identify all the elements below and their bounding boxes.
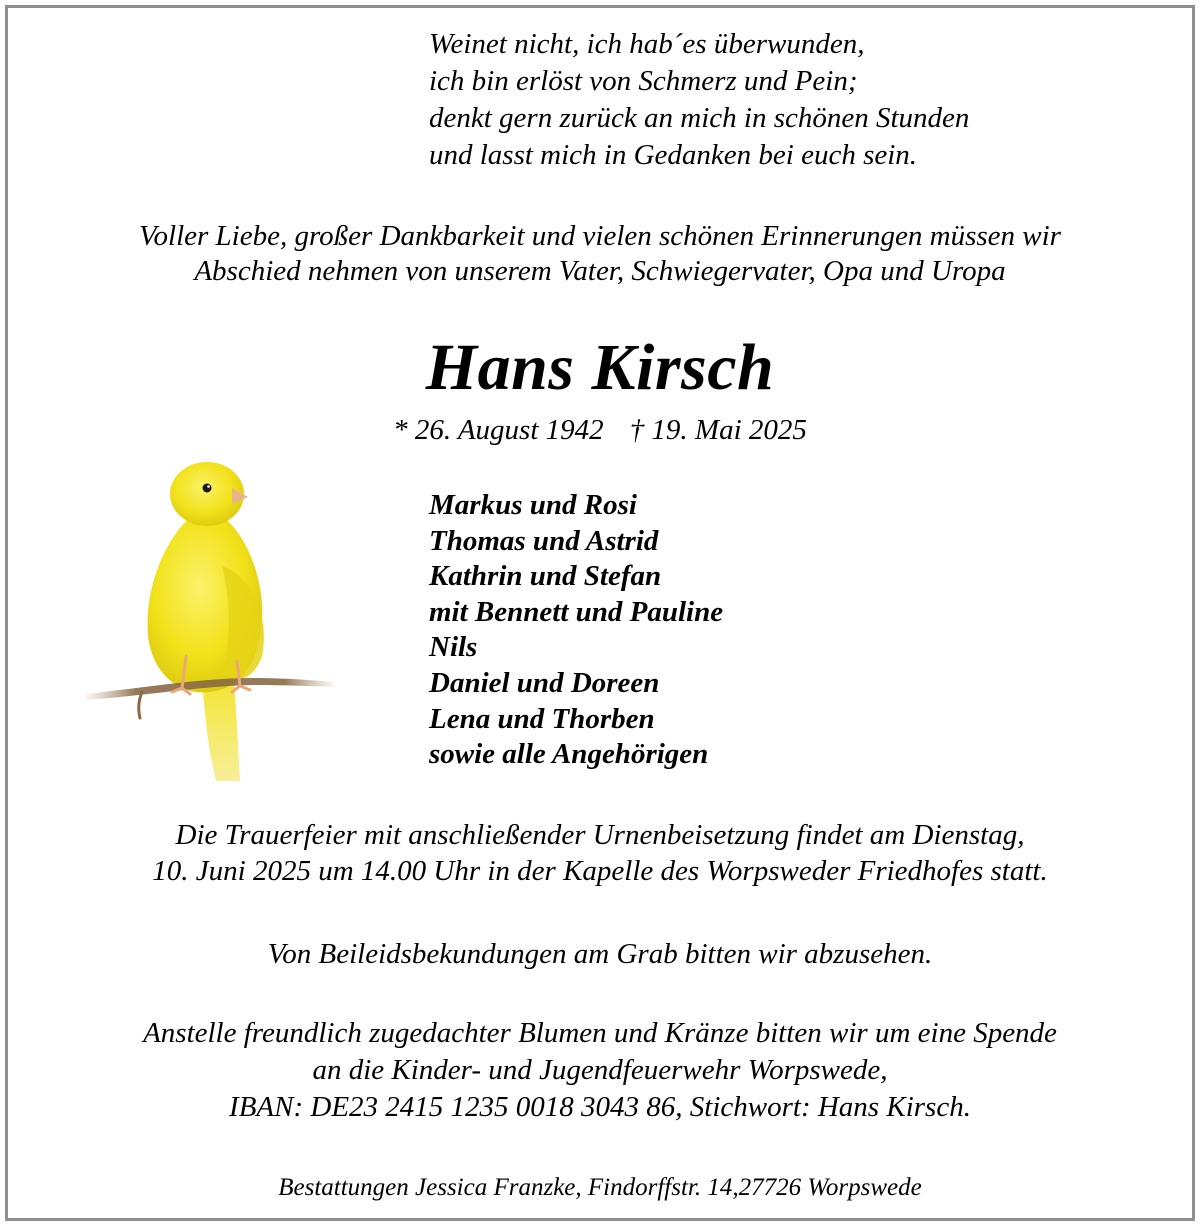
- poem-line: denkt gern zurück an mich in schönen Stunden: [429, 102, 970, 134]
- mourner-entry: Nils: [429, 631, 478, 664]
- donation-line: an die Kinder- und Jugendfeuerwehr Worpswede,: [312, 1054, 888, 1086]
- condolence-note: Von Beileidsbekundungen am Grab bitten wir abzusehen.: [267, 938, 933, 970]
- mourner-entry: Lena und Thorben: [429, 702, 655, 735]
- mourner-entry: Thomas und Astrid: [429, 524, 659, 557]
- deceased-name: Hans Kirsch: [425, 331, 775, 404]
- farewell-intro: [0, 219, 1200, 289]
- poem-line: und lasst mich in Gedanken bei euch sein.: [429, 139, 918, 171]
- poem-line: ich bin erlöst von Schmerz und Pein;: [429, 65, 858, 97]
- undertaker-info: Bestattungen Jessica Franzke, Findorffstr. 14,27726 Worpswede: [278, 1174, 922, 1201]
- intro-line: Abschied nehmen von unserem Vater, Schwiegervater, Opa und Uropa: [194, 255, 1006, 287]
- birth-date: * 26. August 1942: [393, 414, 604, 446]
- canary-bird-icon: [82, 456, 342, 786]
- ceremony-line: 10. Juni 2025 um 14.00 Uhr in der Kapelle des Worpsweder Friedhofes statt.: [152, 855, 1048, 887]
- poem: [429, 26, 969, 174]
- mourners-list: [429, 488, 723, 773]
- funeral-ceremony-info: [0, 817, 1200, 889]
- life-dates: [0, 412, 1200, 448]
- poem-line: Weinet nicht, ich hab´es überwunden,: [429, 28, 865, 60]
- mourner-entry: Kathrin und Stefan: [429, 560, 662, 593]
- mourner-entry: Daniel und Doreen: [429, 666, 660, 699]
- donation-line: IBAN: DE23 2415 1235 0018 3043 86, Stichwort: Hans Kirsch.: [229, 1091, 971, 1123]
- donation-request: [0, 1015, 1200, 1126]
- ceremony-line: Die Trauerfeier mit anschließender Urnenbeisetzung findet am Dienstag,: [175, 819, 1025, 851]
- mourner-entry: mit Bennett und Pauline: [429, 595, 724, 628]
- death-date: † 19. Mai 2025: [629, 414, 807, 446]
- mourner-entry: Markus und Rosi: [429, 489, 637, 521]
- mourner-entry: sowie alle Angehörigen: [429, 738, 709, 771]
- donation-line: Anstelle freundlich zugedachter Blumen und Kränze bitten wir um eine Spende: [143, 1017, 1057, 1049]
- intro-line: Voller Liebe, großer Dankbarkeit und vielen schönen Erinnerungen müssen wir: [139, 220, 1061, 252]
